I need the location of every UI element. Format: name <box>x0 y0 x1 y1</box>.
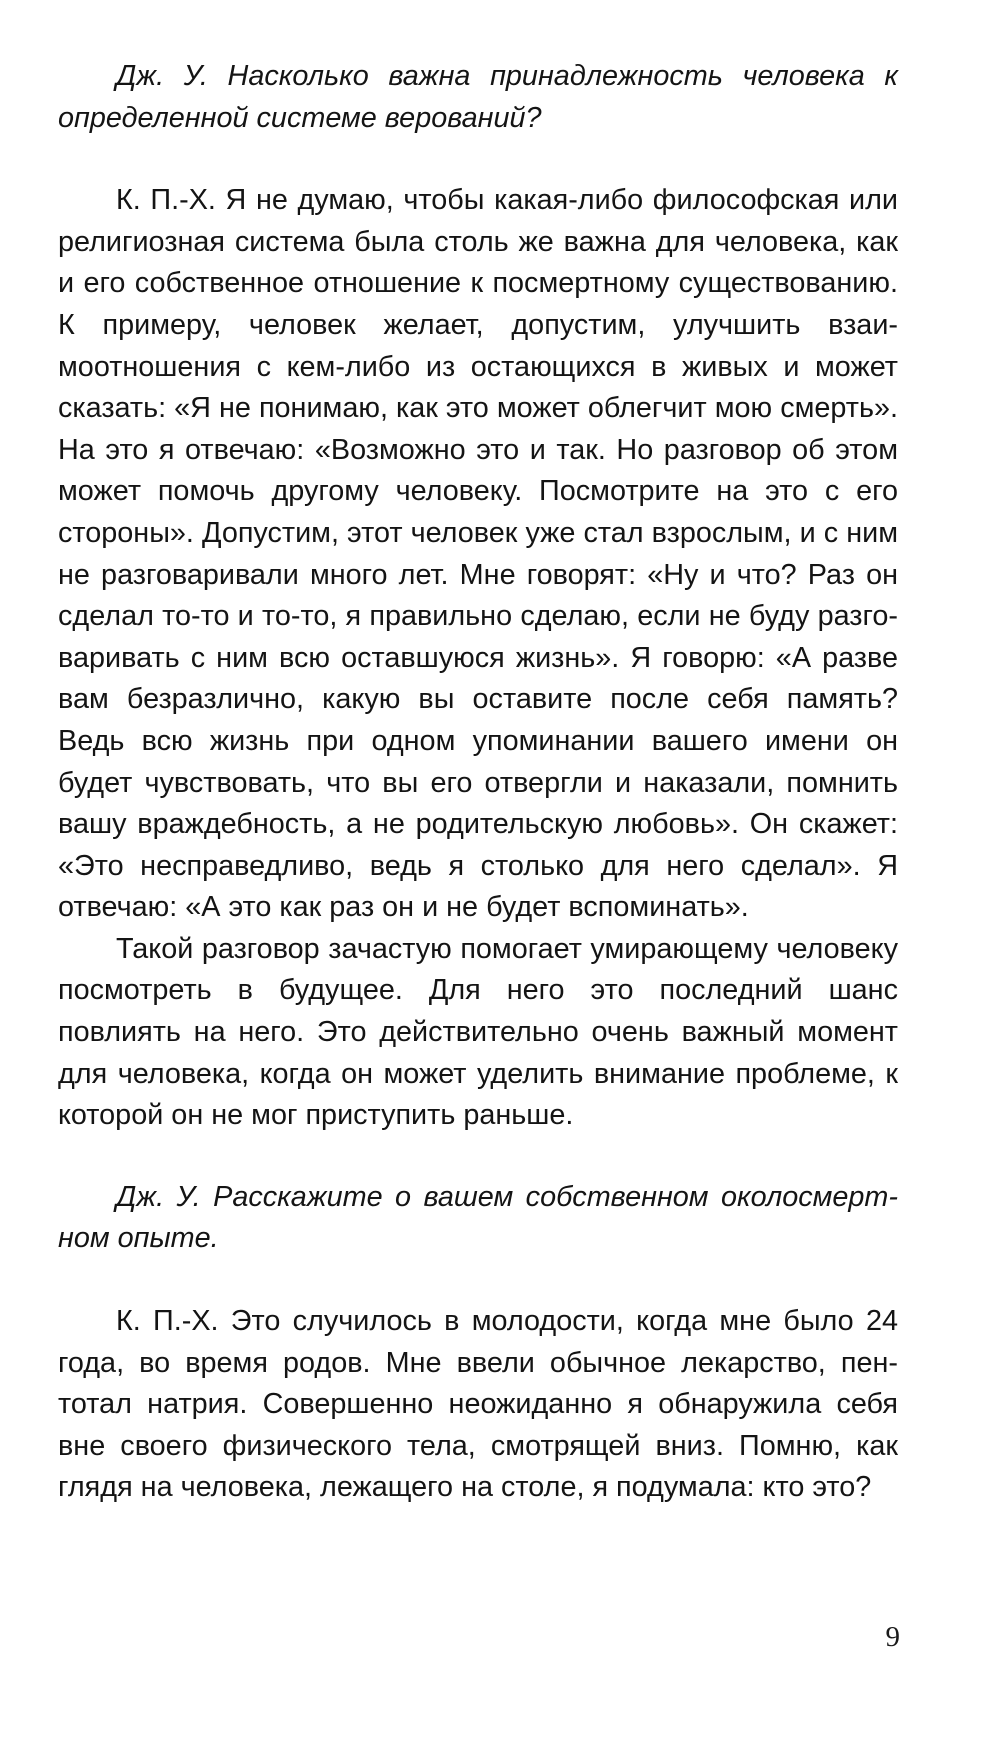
answer-continuation: Такой разговор зачастую помогает умирающему человеку посмотреть в будущее. Для него это последний шанс повлиять на него. Это действительно очень важный момент для человека, когда он может уделить внимание проблеме, к которой он не мог приступить раньше. <box>58 932 898 1132</box>
interview-answer: К. П.-Х. Это случилось в молодости, когда мне было 24 года, во время родов. Мне ввели обычное лекарство, пентотал натрия. Совершенно неожиданно я обнаружила себя вне своего физического тела, смотрящей вниз. Помню, как глядя на человека, лежащего на столе, я подумала: кто это? <box>58 1305 898 1504</box>
page-number: 9 <box>885 1621 900 1653</box>
interview-question: Дж. У. Расскажите о вашем собственном околосмертном опыте. <box>58 1180 898 1255</box>
interview-answer: К. П.-Х. Я не думаю, чтобы какая-либо философская или религиозная система была столь же важна для человека, как и его собственное отношение к посмертному существованию. К примеру, человек желает, допустим, улучшить взаимоотношения с кем-либо из остающихся в живых и может сказать: «Я не понимаю, как это может облегчит мою смерть». На это я отвечаю: «Возможно это и так. Но разговор об этом может помочь другому человеку. Посмотрите на это с его стороны». Допустим, этот человек уже стал взрослым, и с ним не разговаривали много лет. Мне говорят: «Ну и что? Раз он сделал то-то и то-то, я правильно сделаю, если не буду разговаривать с ним всю оставшуюся жизнь». Я говорю: «А разве вам безразлично, какую вы оставите после себя память? Ведь всю жизнь при одном упоминании вашего имени он будет чувствовать, что вы его отвергли и наказали, помнить вашу враждебность, а не родительскую любовь». Он скажет: «Это несправедливо, ведь я столько для него сделал». Я отвечаю: «А это как раз он и не будет вспоминать». <box>58 184 898 924</box>
text-column <box>58 56 898 1509</box>
interview-question: Дж. У. Насколько важна принадлежность человека к определенной системе верований? <box>58 60 898 134</box>
